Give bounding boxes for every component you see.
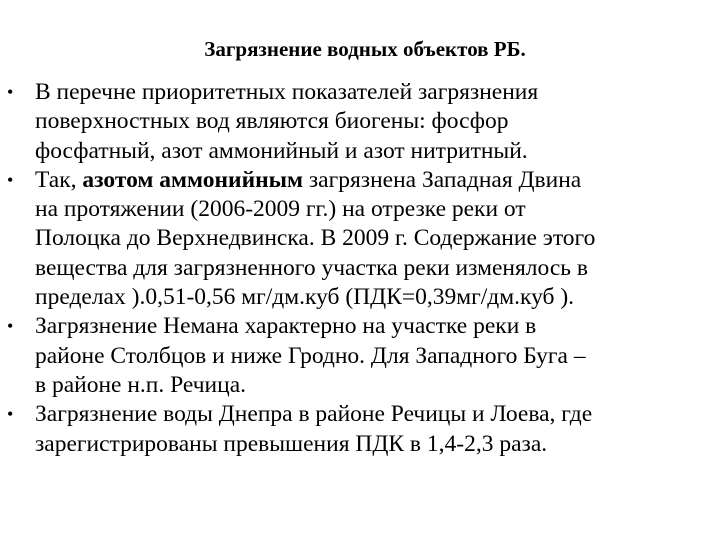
bullet-line: на протяжении (2006-2009 гг.) на отрезке реки от [35,196,526,223]
bullet-item-2 [0,166,720,312]
bullet-line [35,166,712,195]
bullet-text-emphasis: азотом аммонийным [82,166,304,193]
bullet-line: Загрязнение воды Днепра в районе Речицы и Лоева, где [35,401,593,428]
bullet-item-4 [0,400,720,459]
bullet-item-1 [0,78,720,166]
slide-title: Загрязнение водных объектов РБ. [204,37,526,61]
bullet-line: вещества для загрязненного участка реки изменялось в [35,254,588,281]
bullet-line: пределах ).0,51-0,56 мг/дм.куб (ПДК=0,39мг/дм.куб ). [35,284,575,311]
bullet-line: в районе н.п. Речица. [35,371,247,398]
bullet-line: Полоцка до Верхнедвинска. В 2009 г. Содержание этого [35,225,596,252]
bullet-line: районе Столбцов и ниже Гродно. Для Западного Буга – [35,342,586,369]
bullet-item-3 [0,312,720,400]
bullet-line: зарегистрированы превышения ПДК в 1,4-2,3 раза. [35,430,548,457]
bullet-line: фосфатный, азот аммонийный и азот нитритный. [35,137,528,164]
bullet-list [0,78,720,459]
bullet-dot: • [7,169,14,190]
bullet-line: поверхностных вод являются биогены: фосфор [35,108,509,135]
bullet-line: В перечне приоритетных показателей загрязнения [35,79,539,105]
bullet-dot: • [7,404,14,425]
bullet-text-suffix: загрязнена Западная Двина [303,166,582,193]
bullet-dot: • [7,316,14,337]
bullet-text-prefix: Так, [35,166,83,193]
bullet-line: Загрязнение Немана характерно на участке реки в [35,313,537,340]
bullet-dot: • [7,82,14,102]
